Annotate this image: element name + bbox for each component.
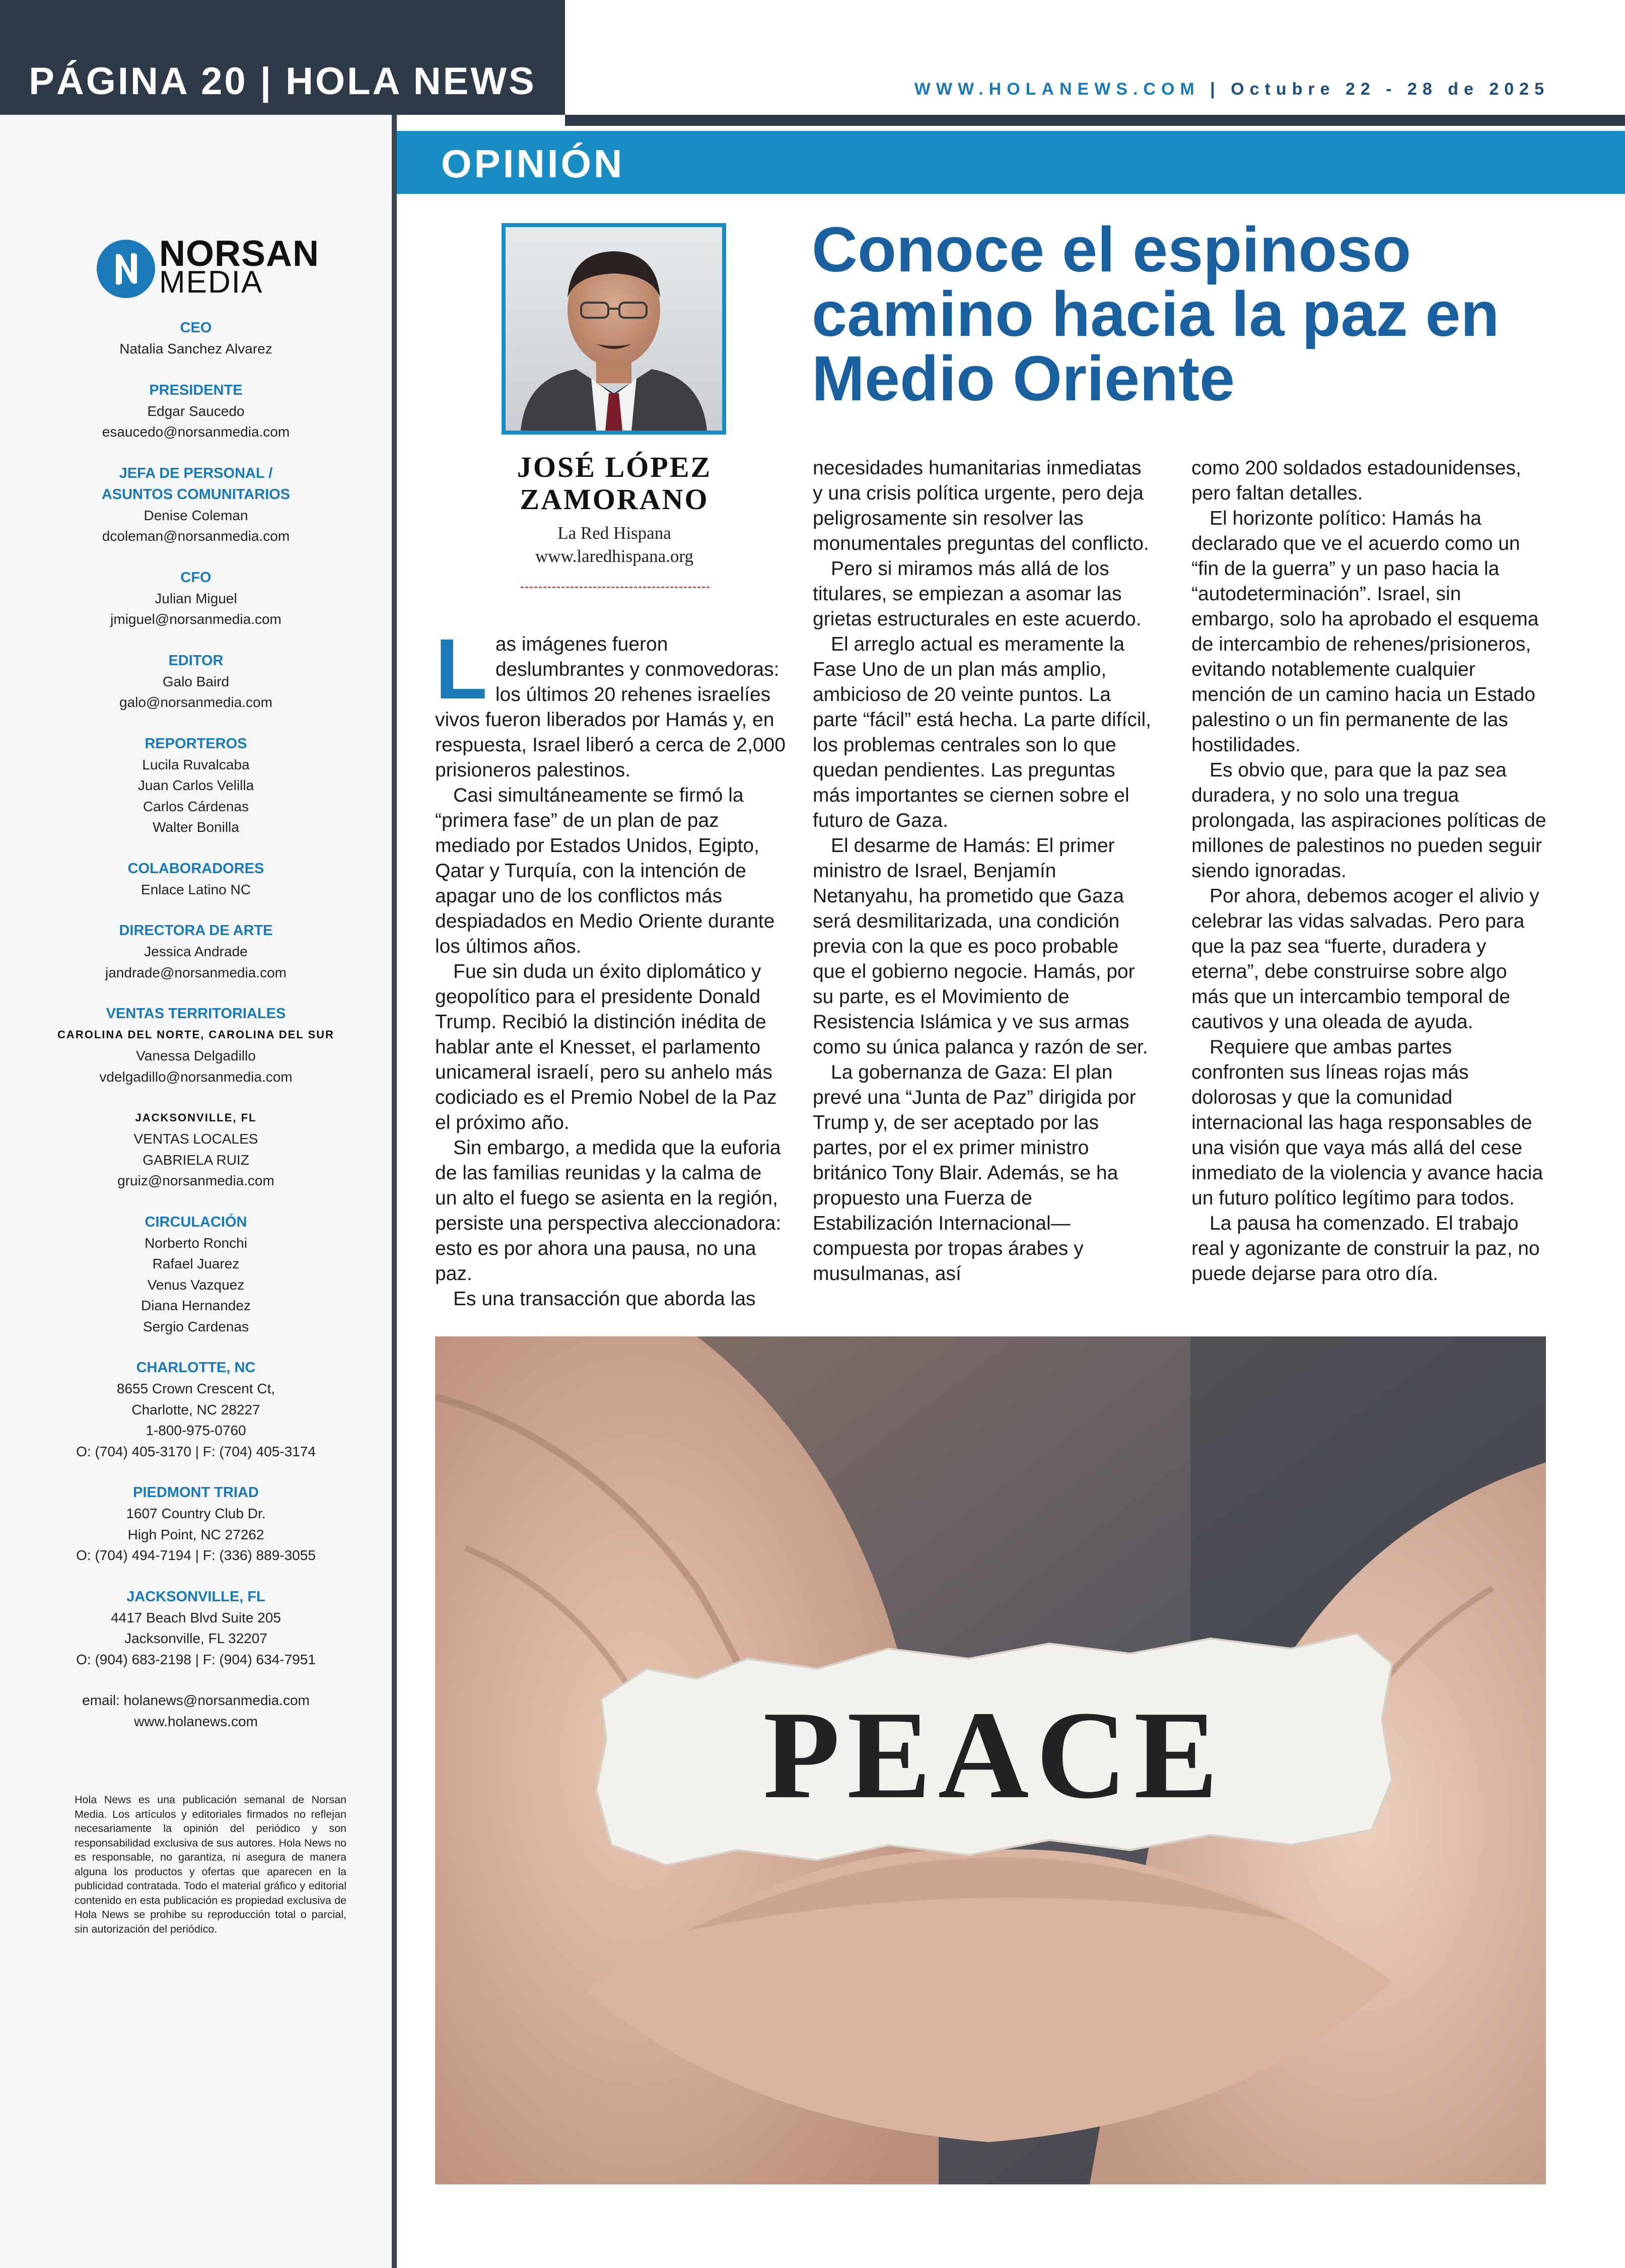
issue-date: | Octubre 22 - 28 de 2025 — [1199, 80, 1549, 99]
site-url[interactable]: WWW.HOLANEWS.COM — [914, 80, 1200, 99]
article-column-1 — [435, 621, 788, 1312]
office-line: High Point, NC 27262 — [127, 1526, 264, 1542]
section-band — [397, 131, 1625, 194]
paragraph-text: as imágenes fueron deslumbrantes y conmovedoras: los últimos 20 rehenes israelíes vivos fueron liberados por Hamás y, en respuesta, Israel liberó a cerca de 2,000 prisioneros palestinos. — [435, 633, 786, 781]
drop-cap: L — [435, 621, 487, 717]
staff-line: Julian Miguel — [155, 590, 237, 606]
office-line: 8655 Crown Crescent Ct, — [116, 1381, 275, 1396]
office-title: CHARLOTTE, NC — [136, 1360, 256, 1376]
staff-line: Lucila Ruvalcaba — [142, 756, 250, 772]
article-paragraph: Por ahora, debemos acoger el alivio y celebrar las vidas salvadas. Pero para que la paz sea “fuerte, duradera y eterna”, debe construirse sobre algo más que un intercambio temporal de cautivos y una oleada de ayuda. — [1191, 885, 1539, 1033]
staff-email[interactable]: galo@norsanmedia.com — [119, 694, 272, 710]
role-title: ASUNTOS COMUNITARIOS — [101, 486, 291, 503]
role-title: VENTAS TERRITORIALES — [106, 1006, 286, 1022]
article-paragraph: Sin embargo, a medida que la euforia de las familias reunidas y la calma de un alto el fuego se asienta en la región, persiste una perspectiva aleccionadora: esto es por ahora una pausa, no una paz. — [435, 1137, 782, 1285]
staff-email[interactable]: esaucedo@norsanmedia.com — [102, 424, 290, 440]
article-paragraph: Es obvio que, para que la paz sea duradera, y no solo una tregua prolongada, las aspiraciones políticas de millones de palestinos no pueden seguir siendo ignoradas. — [1191, 759, 1546, 882]
office-line: O: (704) 494-7194 | F: (336) 889-3055 — [76, 1547, 316, 1563]
author-name-line2: ZAMORANO — [520, 483, 709, 516]
staff-email[interactable]: dcoleman@norsanmedia.com — [102, 528, 290, 544]
author-org-name: La Red Hispana — [557, 523, 671, 543]
author-divider — [521, 587, 710, 590]
role-title: JEFA DE PERSONAL / — [119, 465, 273, 481]
author-org-url[interactable]: www.laredhispana.org — [535, 546, 693, 566]
staff-email[interactable]: jandrade@norsanmedia.com — [105, 964, 287, 980]
staff-presidente — [15, 380, 377, 443]
article-paragraph: Pero si miramos más allá de los titulares, se empiezan a asomar las grietas estructurales en este acuerdo. — [813, 558, 1142, 630]
masthead-staff — [15, 317, 377, 1732]
article-paragraph: El arreglo actual es meramente la Fase Uno de un plan más amplio, ambicioso de 20 veinte puntos. La parte “fácil” está hecha. La parte difícil, los problemas centrales son lo que quedan pendientes. Las preguntas más importantes se ciernen sobre el futuro de Gaza. — [813, 633, 1152, 831]
office-line: O: (904) 683-2198 | F: (904) 634-7951 — [76, 1651, 316, 1667]
article-paragraph: El horizonte político: Hamás ha declarado que ve el acuerdo como un “fin de la guerra” y un paso hacia la “autodeterminación”. Israel, sin embargo, solo ha aprobado el esquema de intercambio de rehenes/prisioneros, evitando notablemente cualquier mención de un camino hacia un Estado palestino o un fin permanente de las hostilidades. — [1191, 508, 1539, 756]
author-name — [468, 451, 760, 516]
peace-hands-photo — [435, 1336, 1546, 2184]
staff-ceo — [15, 317, 377, 360]
role-title: DIRECTORA DE ARTE — [119, 923, 273, 939]
role-title: COLABORADORES — [127, 860, 264, 877]
staff-line: Sergio Cardenas — [143, 1318, 249, 1334]
staff-arte — [15, 920, 377, 983]
staff-line: Carlos Cárdenas — [143, 798, 249, 814]
staff-circulacion — [15, 1212, 377, 1337]
norsan-media-logo — [97, 236, 328, 301]
role-title: CFO — [180, 569, 211, 586]
staff-line: GABRIELA RUIZ — [143, 1152, 249, 1168]
peace-word: PEACE — [763, 1685, 1225, 1825]
office-piedmont — [15, 1482, 377, 1566]
staff-line: Juan Carlos Velilla — [137, 777, 254, 793]
logo-text-norsan: NORSAN — [159, 234, 320, 274]
staff-line: Natalia Sanchez Alvarez — [119, 341, 272, 357]
role-title: REPORTEROS — [145, 735, 247, 752]
article-paragraph: Fue sin duda un éxito diplomático y geopolítico para el presidente Donald Trump. Recibió la distinción inédita de hablar ante el Knesset, el parlamento unicameral israelí, pero su anhelo más codiciado es el Premio Nobel de la Paz el próximo año. — [435, 961, 777, 1133]
staff-line: Denise Coleman — [144, 507, 248, 523]
staff-line: Venus Vazquez — [147, 1277, 245, 1293]
staff-jax-ventas — [15, 1107, 377, 1191]
author-affiliation — [468, 522, 760, 568]
article-paragraph: Es una transacción que aborda las — [453, 1288, 756, 1310]
contact-info — [15, 1690, 377, 1732]
office-charlotte — [15, 1357, 377, 1462]
staff-line: Norberto Ronchi — [145, 1235, 247, 1251]
article-paragraph — [435, 621, 788, 783]
staff-line: Galo Baird — [162, 673, 230, 689]
role-subtitle: JACKSONVILLE, FL — [135, 1111, 257, 1124]
office-line: Charlotte, NC 28227 — [131, 1401, 260, 1418]
logo-text-media: MEDIA — [159, 265, 263, 300]
article-paragraph: El desarme de Hamás: El primer ministro de Israel, Benjamín Netanyahu, ha prometido que Gaza será desmilitarizada, una condición previa con la que es poco probable que el gobierno negocie. Hamás, por su parte, es el Movimiento de Resistencia Islámica y ve sus armas como su única palanca y razón de ser. — [813, 835, 1148, 1058]
role-title: EDITOR — [168, 652, 224, 669]
author-name-line1: JOSÉ LÓPEZ — [517, 451, 712, 483]
staff-line: Jessica Andrade — [144, 944, 248, 959]
office-line: 1607 Country Club Dr. — [126, 1506, 266, 1521]
staff-line: Vanessa Delgadillo — [136, 1048, 256, 1064]
article-paragraph: Casi simultáneamente se firmó la “primera fase” de un plan de paz mediado por Estados Unidos, Egipto, Qatar y Turquía, con la intención de apagar uno de los conflictos más despiadados en Medio Oriente durante los últimos años. — [435, 785, 775, 957]
staff-email[interactable]: jmiguel@norsanmedia.com — [110, 611, 281, 627]
role-title: PRESIDENTE — [149, 382, 243, 398]
staff-editor — [15, 650, 377, 713]
section-title: OPINIÓN — [441, 141, 625, 186]
header-rule — [565, 115, 1625, 126]
staff-line: Edgar Saucedo — [147, 403, 245, 419]
article-column-3 — [1191, 456, 1549, 1287]
office-line: 1-800-975-0760 — [146, 1423, 246, 1438]
staff-reporteros — [15, 733, 377, 838]
role-title: CIRCULACIÓN — [145, 1214, 247, 1230]
staff-line: Walter Bonilla — [153, 819, 239, 835]
site-date-line — [914, 80, 1549, 99]
article-paragraph: Requiere que ambas partes confronten sus líneas rojas más dolorosas y que la comunidad internacional las haga responsables de una visión que vaya más allá del cese inmediato de la violencia y avance hacia un futuro político legítimo para todos. — [1191, 1036, 1543, 1209]
staff-ventas — [15, 1003, 377, 1087]
disclaimer-text: Hola News es una publicación semanal de Norsan Media. Los artículos y editoriales firmados no reflejan necesariamente la opinión del periódico y son responsabilidad exclusiva de sus autores. Hola News no es responsable, no garantiza, ni asegura de manera alguna los productos y ofertas que aparecen en la publicidad contratada. Todo el material gráfico y editorial contenido en esta publicación es propiedad exclusiva de Hola News se prohibe su reproducción total o parcial, sin autorización del periódico. — [75, 1794, 346, 1935]
staff-line: Diana Hernandez — [141, 1298, 251, 1313]
staff-line: Rafael Juarez — [152, 1256, 240, 1271]
staff-line: Enlace Latino NC — [141, 881, 251, 897]
sidebar-divider — [392, 115, 397, 2268]
norsan-logo-icon — [97, 240, 155, 298]
office-line: O: (704) 405-3170 | F: (704) 405-3174 — [76, 1443, 316, 1459]
contact-website[interactable]: www.holanews.com — [134, 1713, 258, 1729]
office-title: PIEDMONT TRIAD — [133, 1484, 259, 1501]
author-photo — [502, 223, 726, 435]
article-column-2 — [813, 456, 1155, 1287]
office-line: 4417 Beach Blvd Suite 205 — [111, 1609, 281, 1625]
article-paragraph: necesidades humanitarias inmediatas y una crisis política urgente, pero deja peligrosamente sin resolver las monumentales preguntas del conflicto. — [813, 457, 1149, 554]
article-headline: Conoce el espinoso camino hacia la paz en Medio Oriente — [812, 214, 1500, 414]
contact-email[interactable]: email: holanews@norsanmedia.com — [82, 1692, 310, 1708]
staff-colaboradores — [15, 858, 377, 900]
page-number-label: PÁGINA 20 | HOLA NEWS — [29, 60, 536, 103]
office-line: Jacksonville, FL 32207 — [124, 1631, 267, 1646]
staff-line: VENTAS LOCALES — [133, 1131, 258, 1147]
office-jacksonville — [15, 1586, 377, 1670]
office-title: JACKSONVILLE, FL — [126, 1588, 265, 1605]
role-title: CEO — [180, 320, 212, 336]
role-subtitle: CAROLINA DEL NORTE, CAROLINA DEL SUR — [57, 1028, 334, 1041]
article-paragraph: La gobernanza de Gaza: El plan prevé una “Junta de Paz” dirigida por Trump y, de ser aceptado por las partes, por el ex primer ministro británico Tony Blair. Además, se ha propuesto una Fuerza de Estabilización Internacional—compuesta por tropas árabes y musulmanas, así — [813, 1061, 1136, 1285]
staff-email[interactable]: gruiz@norsanmedia.com — [117, 1173, 274, 1188]
article-paragraph: como 200 soldados estadounidenses, pero faltan detalles. — [1191, 457, 1521, 504]
staff-email[interactable]: vdelgadillo@norsanmedia.com — [99, 1069, 293, 1085]
staff-jefa — [15, 463, 377, 547]
staff-cfo — [15, 567, 377, 630]
article-paragraph: La pausa ha comenzado. El trabajo real y agonizante de construir la paz, no puede dejarse para otro día. — [1191, 1213, 1540, 1285]
